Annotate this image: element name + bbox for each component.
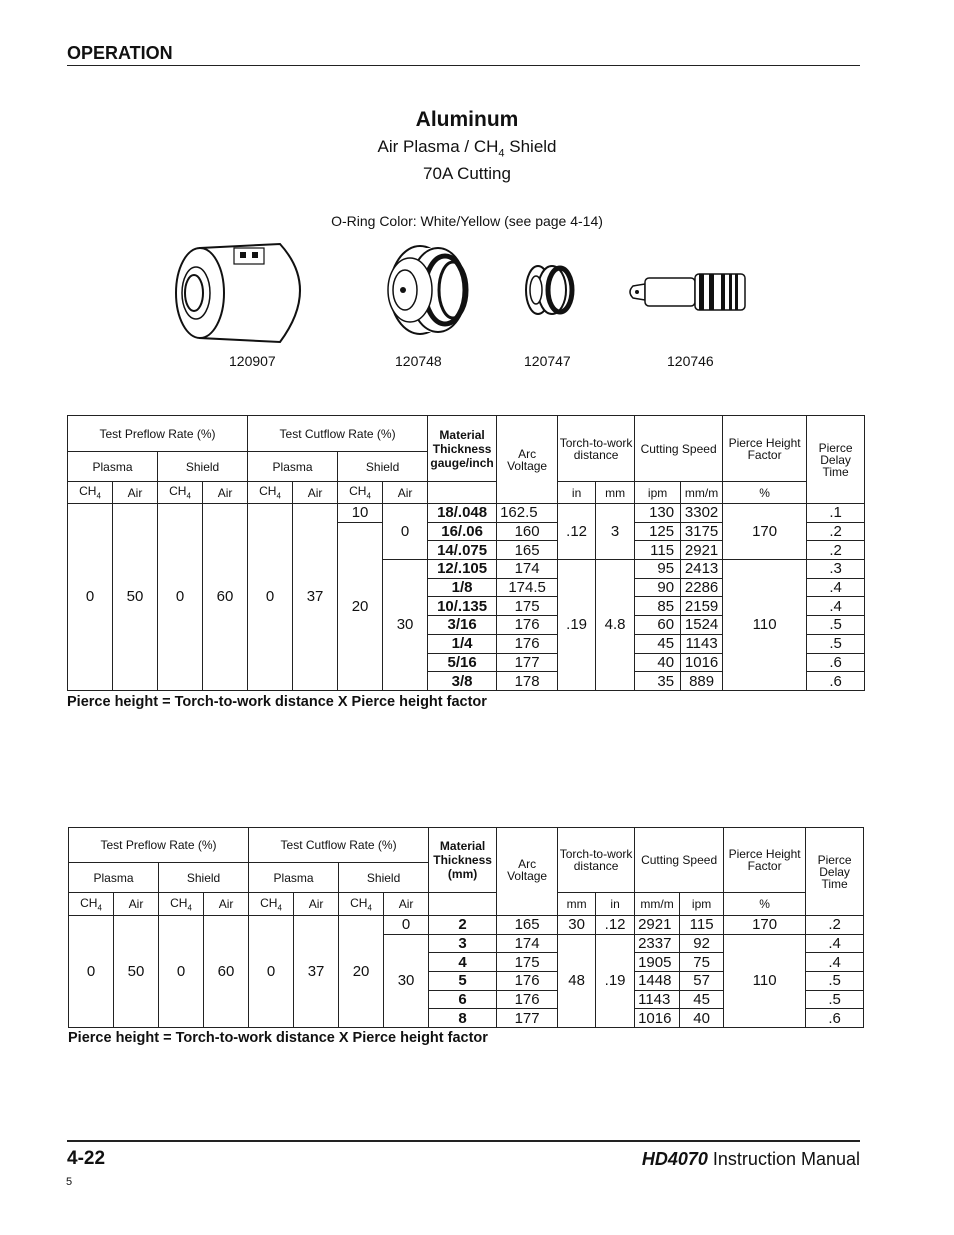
- flow-value: 50: [114, 916, 159, 1028]
- ch4-header: $CH_4$: [158, 482, 203, 504]
- speed-ipm-cell: 85: [635, 597, 681, 616]
- speed-mmm-cell: 2413: [681, 560, 723, 579]
- distance-mm-cell: 4.8: [596, 560, 635, 691]
- shield-header: Shield: [339, 863, 429, 893]
- distance-in-cell: .12: [596, 916, 635, 935]
- pierce-delay-cell: .4: [807, 597, 865, 616]
- speed-mmm-cell: 3175: [681, 522, 723, 541]
- flow-value: 30: [383, 560, 428, 691]
- flow-value: 0: [159, 916, 204, 1028]
- pierce-delay-cell: .1: [807, 504, 865, 523]
- in-header: in: [596, 893, 635, 916]
- thickness-cell: 10/.135: [428, 597, 497, 616]
- torch-distance-header: Torch-to-work distance: [558, 828, 635, 893]
- pierce-delay-header: Pierce Delay Time: [807, 416, 865, 504]
- arc-voltage-cell: 162.5: [497, 504, 558, 523]
- oring-note: O-Ring Color: White/Yellow (see page 4-14): [331, 213, 603, 229]
- arc-voltage-cell: 176: [497, 616, 558, 635]
- shield-header: Shield: [159, 863, 249, 893]
- part-number: 120748: [395, 353, 442, 369]
- arc-voltage-cell: 174.5: [497, 578, 558, 597]
- speed-mmm-cell: 2921: [681, 541, 723, 560]
- air-header: Air: [293, 482, 338, 504]
- mm-header: mm: [596, 482, 635, 504]
- arc-voltage-cell: 175: [497, 953, 558, 972]
- part-number: 120907: [229, 353, 276, 369]
- pierce-delay-header: Pierce Delay Time: [806, 828, 864, 916]
- flow-value: 60: [204, 916, 249, 1028]
- flow-value: 50: [113, 504, 158, 691]
- gas-subtitle: Air Plasma / $CH_4$ Shield: [377, 137, 557, 160]
- flow-value: 60: [203, 504, 248, 691]
- speed-ipm-cell: 95: [635, 560, 681, 579]
- speed-mmm-cell: 1524: [681, 616, 723, 635]
- air-header: Air: [383, 482, 428, 504]
- thickness-cell: 8: [429, 1009, 497, 1028]
- air-header: Air: [113, 482, 158, 504]
- thickness-cell: 1/8: [428, 578, 497, 597]
- swirl-ring-part-illustration: [520, 262, 580, 318]
- cut-chart-inch-table: [67, 415, 865, 691]
- arc-voltage-cell: 174: [497, 934, 558, 953]
- speed-ipm-cell: 57: [680, 972, 724, 991]
- thickness-cell: 12/.105: [428, 560, 497, 579]
- pierce-factor-cell: 170: [723, 504, 807, 560]
- section-title: OPERATION: [67, 43, 173, 63]
- mmm-header: mm/m: [681, 482, 723, 504]
- speed-mmm-cell: 1016: [635, 1009, 680, 1028]
- ch4-header: $CH_4$: [338, 482, 383, 504]
- arc-voltage-header: Arc Voltage: [497, 828, 558, 916]
- ch4-header: $CH_4$: [159, 893, 204, 916]
- thickness-cell: 6: [429, 990, 497, 1009]
- pierce-delay-cell: .5: [806, 990, 864, 1009]
- distance-in-cell: .19: [596, 934, 635, 1027]
- thickness-cell: 5: [429, 972, 497, 991]
- distance-mm-cell: 30: [558, 916, 596, 935]
- thickness-cell: 3/16: [428, 616, 497, 635]
- air-header: Air: [294, 893, 339, 916]
- mmm-header: mm/m: [635, 893, 680, 916]
- speed-mmm-cell: 1143: [635, 990, 680, 1009]
- speed-ipm-cell: 45: [680, 990, 724, 1009]
- speed-ipm-cell: 115: [635, 541, 681, 560]
- arc-voltage-cell: 176: [497, 990, 558, 1009]
- speed-mmm-cell: 1905: [635, 953, 680, 972]
- torch-distance-header: Torch-to-work distance: [558, 416, 635, 482]
- shield-header: Shield: [338, 452, 428, 482]
- material-thickness-header: Material Thickness (mm): [429, 828, 497, 893]
- distance-in-cell: .12: [558, 504, 596, 560]
- arc-voltage-cell: 176: [497, 972, 558, 991]
- cutting-speed-header: Cutting Speed: [635, 416, 723, 482]
- pierce-delay-cell: .4: [806, 934, 864, 953]
- arc-voltage-cell: 175: [497, 597, 558, 616]
- ch4-header: $CH_4$: [339, 893, 384, 916]
- air-header: Air: [114, 893, 159, 916]
- plasma-header: Plasma: [249, 863, 339, 893]
- pierce-delay-cell: .2: [807, 522, 865, 541]
- ch4-header: $CH_4$: [249, 893, 294, 916]
- speed-ipm-cell: 75: [680, 953, 724, 972]
- flow-value: 20: [339, 916, 384, 1028]
- cutting-speed-header: Cutting Speed: [635, 828, 724, 893]
- arc-voltage-cell: 177: [497, 653, 558, 672]
- nozzle-part-illustration: [375, 240, 475, 340]
- pierce-delay-cell: .5: [807, 616, 865, 635]
- material-thickness-header: Material Thickness gauge/inch: [428, 416, 497, 482]
- air-header: Air: [204, 893, 249, 916]
- speed-ipm-cell: 130: [635, 504, 681, 523]
- part-number: 120746: [667, 353, 714, 369]
- page-number: 4-22: [67, 1148, 106, 1169]
- in-header: in: [558, 482, 596, 504]
- ipm-header: ipm: [680, 893, 724, 916]
- arc-voltage-header: Arc Voltage: [497, 416, 558, 504]
- flow-value: 0: [249, 916, 294, 1028]
- preflow-header: Test Preflow Rate (%): [68, 416, 248, 452]
- flow-value: 30: [384, 934, 429, 1027]
- distance-mm-cell: 3: [596, 504, 635, 560]
- pierce-delay-cell: .3: [807, 560, 865, 579]
- pierce-delay-cell: .4: [806, 953, 864, 972]
- flow-value: 37: [293, 504, 338, 691]
- flow-value: 0: [384, 916, 429, 935]
- distance-mm-cell: 48: [558, 934, 596, 1027]
- plasma-header: Plasma: [68, 452, 158, 482]
- shield-header: Shield: [158, 452, 248, 482]
- thickness-cell: 3: [429, 934, 497, 953]
- speed-ipm-cell: 90: [635, 578, 681, 597]
- header-rule: [67, 65, 860, 66]
- speed-mmm-cell: 2159: [681, 597, 723, 616]
- flow-value: 0: [68, 504, 113, 691]
- pierce-height-header: Pierce Height Factor: [723, 416, 807, 482]
- pierce-delay-cell: .2: [806, 916, 864, 935]
- arc-voltage-cell: 165: [497, 541, 558, 560]
- speed-mmm-cell: 1448: [635, 972, 680, 991]
- cut-chart-metric-table: [68, 827, 864, 1028]
- flow-value: 10: [338, 504, 383, 523]
- ch4-header: $CH_4$: [248, 482, 293, 504]
- thickness-cell: 18/.048: [428, 504, 497, 523]
- thickness-unit-blank: [429, 893, 497, 916]
- pierce-delay-cell: .2: [807, 541, 865, 560]
- thickness-unit-blank: [428, 482, 497, 504]
- speed-mmm-cell: 3302: [681, 504, 723, 523]
- pierce-height-header: Pierce Height Factor: [724, 828, 806, 893]
- pierce-delay-cell: .6: [807, 672, 865, 691]
- pierce-delay-cell: .6: [807, 653, 865, 672]
- cutflow-header: Test Cutflow Rate (%): [248, 416, 428, 452]
- arc-voltage-cell: 178: [497, 672, 558, 691]
- pierce-factor-cell: 110: [723, 560, 807, 691]
- thickness-cell: 14/.075: [428, 541, 497, 560]
- arc-voltage-cell: 177: [497, 1009, 558, 1028]
- pierce-delay-cell: .5: [807, 634, 865, 653]
- speed-mmm-cell: 2286: [681, 578, 723, 597]
- shield-part-illustration: [160, 238, 320, 348]
- flow-value: 0: [383, 504, 428, 560]
- preflow-header: Test Preflow Rate (%): [69, 828, 249, 863]
- footer-rule: [67, 1140, 860, 1142]
- thickness-cell: 3/8: [428, 672, 497, 691]
- flow-value: 0: [248, 504, 293, 691]
- pierce-delay-cell: .4: [807, 578, 865, 597]
- flow-value: 0: [158, 504, 203, 691]
- arc-voltage-cell: 160: [497, 522, 558, 541]
- flow-value: 37: [294, 916, 339, 1028]
- thickness-cell: 1/4: [428, 634, 497, 653]
- thickness-cell: 2: [429, 916, 497, 935]
- electrode-part-illustration: [625, 270, 750, 314]
- plasma-header: Plasma: [69, 863, 159, 893]
- pierce-delay-cell: .6: [806, 1009, 864, 1028]
- percent-header: %: [724, 893, 806, 916]
- flow-value: 20: [338, 522, 383, 690]
- current-subtitle: 70A Cutting: [423, 164, 511, 183]
- thickness-cell: 16/.06: [428, 522, 497, 541]
- speed-ipm-cell: 40: [680, 1009, 724, 1028]
- revision-number: 5: [66, 1176, 73, 1188]
- percent-header: %: [723, 482, 807, 504]
- speed-mmm-cell: 1016: [681, 653, 723, 672]
- arc-voltage-cell: 165: [497, 916, 558, 935]
- speed-mmm-cell: 2337: [635, 934, 680, 953]
- flow-value: 0: [69, 916, 114, 1028]
- air-header: Air: [203, 482, 248, 504]
- ipm-header: ipm: [635, 482, 681, 504]
- speed-ipm-cell: 125: [635, 522, 681, 541]
- speed-ipm-cell: 60: [635, 616, 681, 635]
- thickness-cell: 4: [429, 953, 497, 972]
- arc-voltage-cell: 176: [497, 634, 558, 653]
- plasma-header: Plasma: [248, 452, 338, 482]
- pierce-height-note: Pierce height = Torch-to-work distance X Pierce height factor: [68, 1030, 488, 1046]
- thickness-cell: 5/16: [428, 653, 497, 672]
- page-title: Aluminum: [415, 108, 519, 131]
- speed-ipm-cell: 92: [680, 934, 724, 953]
- pierce-factor-cell: 110: [724, 934, 806, 1027]
- cutflow-header: Test Cutflow Rate (%): [249, 828, 429, 863]
- pierce-factor-cell: 170: [724, 916, 806, 935]
- ch4-header: $CH_4$: [68, 482, 113, 504]
- ch4-header: $CH_4$: [69, 893, 114, 916]
- speed-mmm-cell: 889: [681, 672, 723, 691]
- mm-header: mm: [558, 893, 596, 916]
- part-number: 120747: [524, 353, 571, 369]
- distance-in-cell: .19: [558, 560, 596, 691]
- manual-title: HD4070 Instruction Manual: [641, 1149, 860, 1169]
- pierce-delay-cell: .5: [806, 972, 864, 991]
- speed-ipm-cell: 40: [635, 653, 681, 672]
- speed-ipm-cell: 35: [635, 672, 681, 691]
- speed-ipm-cell: 115: [680, 916, 724, 935]
- speed-ipm-cell: 45: [635, 634, 681, 653]
- air-header: Air: [384, 893, 429, 916]
- speed-mmm-cell: 2921: [635, 916, 680, 935]
- pierce-height-note: Pierce height = Torch-to-work distance X Pierce height factor: [67, 694, 487, 710]
- speed-mmm-cell: 1143: [681, 634, 723, 653]
- arc-voltage-cell: 174: [497, 560, 558, 579]
